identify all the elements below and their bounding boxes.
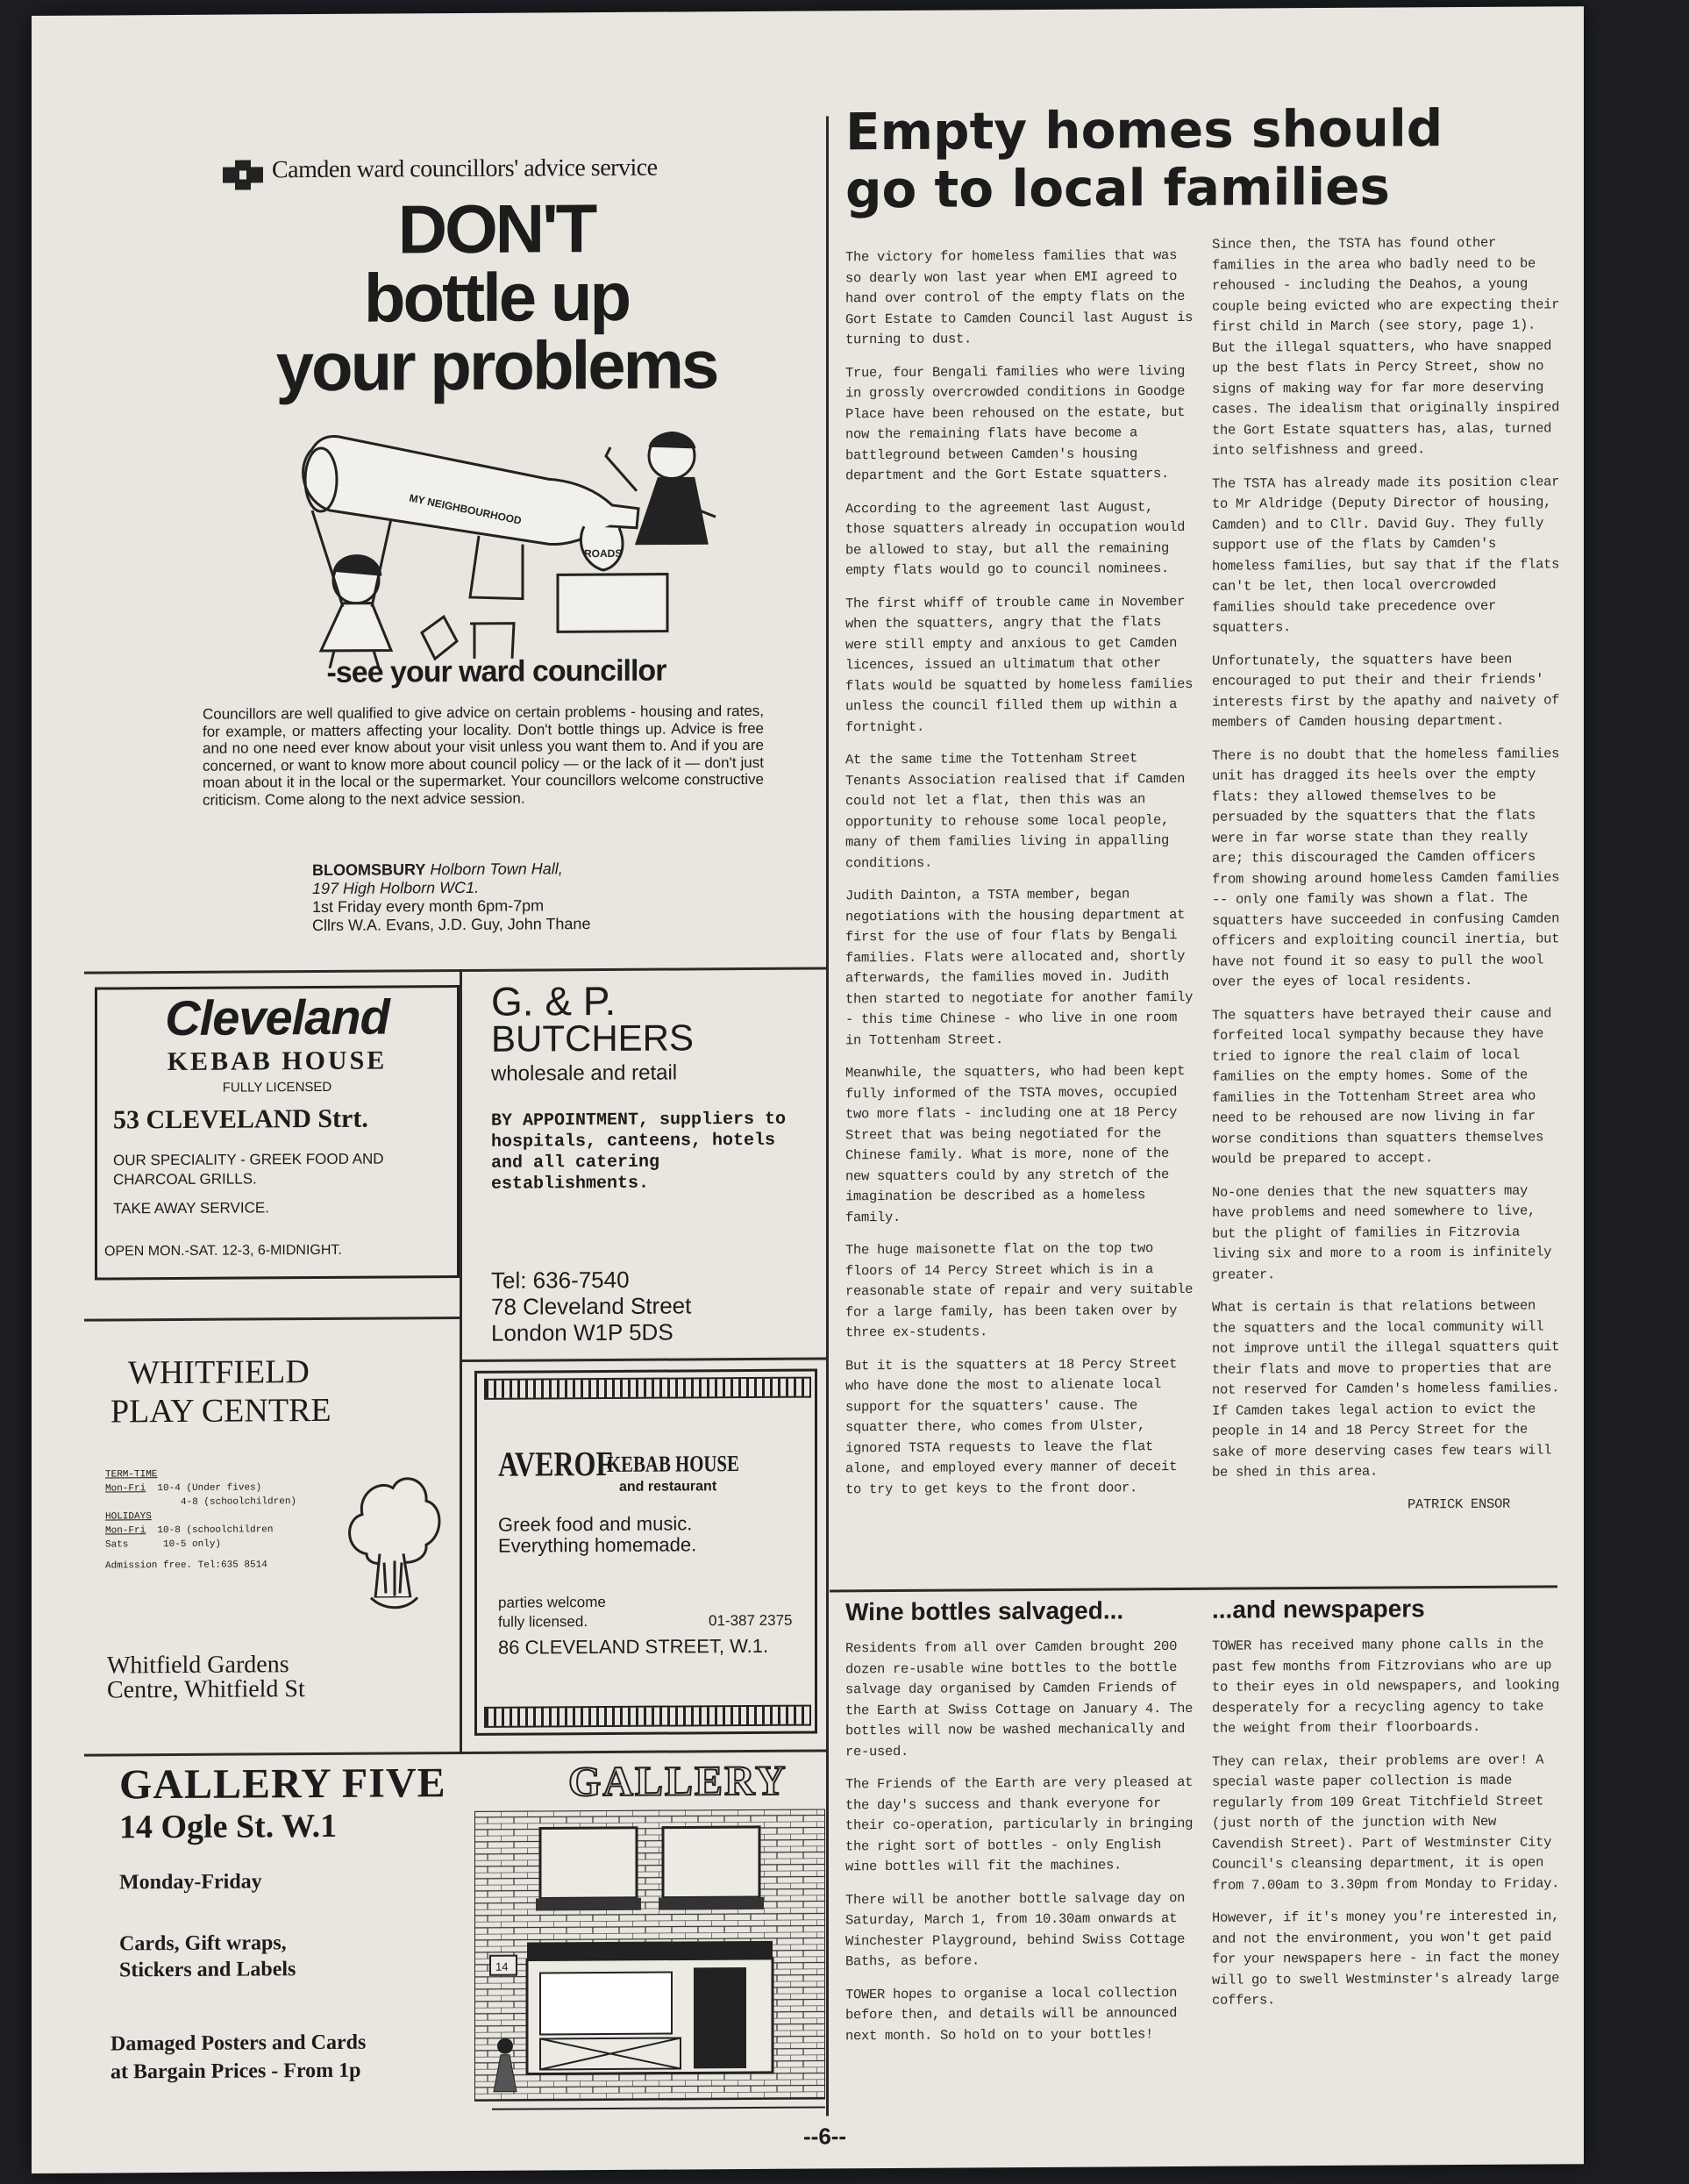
article-paragraph: But it is the squatters at 18 Percy Street who have done the most to alienate local support for the squatters' cause. The squatter there, who comes from Ulster, ignored TSTA requests to leave the flat alone, and employed every manner of deceit to try to get keys to the front door. [845, 1355, 1178, 1497]
ads-bottom-rule [84, 1749, 826, 1756]
article-paragraph: The squatters have betrayed their cause and forfeited local sympathy because they have tried to ignore the real claim of local families on the empty homes. Some of the families in the Tottenham Street area who need to be rehoused are now living in far worse conditions than squatters themselves would be prepared to accept. [1212, 1004, 1552, 1167]
article-paragraph: The TSTA has already made its position clear to Mr Aldridge (Deputy Director of housing, Camden) and to Cllr. David Guy. They fully support use of the flats by Camden's homeless families, but say that if the flats can't be let, then local overcrowded families should take precedence over squatters. [1212, 473, 1560, 636]
advice-service-title: Camden ward councillors' advice service [272, 153, 658, 184]
article-paragraph: The victory for homeless families that was so dearly won last year when EMI agreed to hand over control of the empty flats on the Gort Estate to Camden Council last August is turning to dust. [845, 247, 1194, 348]
newspapers-headline: ...and newspapers [1212, 1595, 1425, 1624]
main-article [845, 85, 1564, 1589]
gallery-five-advert [84, 1756, 826, 2129]
averof-name: AVEROF [498, 1443, 613, 1484]
article-byline: PATRICK ENSOR [1407, 1495, 1510, 1512]
headline-your-problems: your problems [275, 325, 717, 406]
page-number: --6-- [803, 2123, 847, 2150]
cleveland-speciality: OUR SPECIALITY - GREEK FOOD AND CHARCOAL GRILLS. [113, 1150, 384, 1188]
whitfield-title-1: WHITFIELD [128, 1353, 310, 1392]
article-paragraph: No-one denies that the new squatters may have problems and need somewhere to live, but the plight of families in Fitzrovia living six and more to a room is infinitely greater. [1212, 1182, 1552, 1283]
article-paragraph: At the same time the Tottenham Street Tenants Association realised that if Camden could not let a flat, then this was an opportunity to rehouse some local people, many of them families living in appalling conditions. [845, 750, 1186, 871]
council-tagline: -see your ward councillor [326, 653, 666, 689]
wine-paragraph: Residents from all over Camden brought 200 dozen re-usable wine bottles to the bottle salvage day organised by Camden Friends of the Earth at Swiss Cottage on January 4. The bottles will now be washed mechanically and re-used. [845, 1638, 1194, 1759]
article-paragraph: Judith Dainton, a TSTA member, began negotiations with the housing department at first for the use of four flats by Bengali families. Flats were allocated and, shortly afterwards, the families moved in. Judith then started to negotiate for another family - this time Chinese - who live in one room in Tottenham Street. [845, 886, 1194, 1048]
shop-number: 14 [495, 1959, 509, 1973]
hol-sat: Sats [105, 1539, 129, 1551]
whitfield-advert [93, 1325, 453, 1740]
wine-headline: Wine bottles salvaged... [845, 1596, 1124, 1626]
bottle-label: MY NEIGHBOURHOOD [408, 491, 523, 527]
session-venue: Holborn Town Hall, [430, 860, 563, 879]
gallery-title: GALLERY FIVE [119, 1759, 446, 1809]
whitfield-title-2: PLAY CENTRE [110, 1391, 331, 1431]
ads-row-rule-left [84, 1317, 460, 1322]
article-paragraph: According to the agreement last August, those squatters already in occupation would be allowed to stay, but all the remaining empty flats would go to council nominees. [845, 498, 1186, 579]
butchers-street: 78 Cleveland Street [491, 1292, 692, 1320]
shopfront-illustration [474, 1809, 825, 2117]
cleveland-takeaway: TAKE AWAY SERVICE. [113, 1199, 269, 1217]
wine-paragraph: TOWER hopes to organise a local collection before then, and details will be announced next month. So hold on to your bottles! [845, 1984, 1178, 2044]
cleveland-sub: KEBAB HOUSE [167, 1046, 388, 1077]
averof-sub2: and restaurant [619, 1479, 717, 1495]
headline-bottle-up: bottle up [363, 257, 630, 337]
wine-paragraph: The Friends of the Earth are very pleased at the day's success and thank everyone for their co-operation, particularly in bringing the right sort of bottles - only English wine bottles will fit the machines. [845, 1774, 1194, 1875]
cleveland-address: 53 CLEVELAND Strt. [113, 1103, 368, 1135]
tree-icon [340, 1466, 445, 1616]
session-place: BLOOMSBURY [312, 860, 426, 880]
term-days: Mon-Fri [105, 1483, 146, 1495]
council-advert [189, 134, 803, 945]
article-paragraph: True, four Bengali families who were living in grossly overcrowded conditions in Goodge Place have been rehoused on the estate, but now the remaining flats have become a battleground between Camden's housing department and the Gort Estate squatters. [845, 362, 1186, 484]
article-paragraph: What is certain is that relations between the squatters and the local community will not improve until the illegal squatters quit their flats and move to properties that are not reserved for Camden's homeless families. If Camden takes legal action to evict the people in 14 and 18 Percy Street for the sake of more deserving cases few tears will be shed in this area. [1212, 1297, 1560, 1481]
butchers-trade: BUTCHERS [491, 1017, 695, 1060]
averof-line-1: Greek food and music. [498, 1512, 693, 1536]
whitfield-hours [105, 1467, 316, 1573]
newspapers-paragraph: TOWER has received many phone calls in the past few months from Fitzrovians who are up to their eyes in old newspapers, and looking desperately for a recycling agency to take the weight from their floorboards. [1212, 1636, 1560, 1737]
whitfield-footer-2: Centre, Whitfield St [107, 1675, 305, 1704]
ads-top-rule [84, 967, 826, 974]
column-divider [826, 116, 829, 2116]
article-paragraph: Meanwhile, the squatters, who had been kept fully informed of the TSTA moves, occupied two more flats - including one at 18 Percy Street that was being negotiated for the Chinese family. What is more, none of the new squatters could by any stretch of the imagination be described as a homeless family. [845, 1062, 1186, 1225]
butchers-body: BY APPOINTMENT, suppliers to hospitals, canteens, hotels and all catering establishments. [491, 1109, 787, 1195]
article-paragraph: Since then, the TSTA has found other families in the area who badly need to be rehoused - including the Deahos, a young couple being evicted who are expecting their first child in March (see story, page 1). But the illegal squatters, who have snapped up the best flats in Percy Street, show no signs of making way for far more deserving cases. The idealism that originally inspired the Gort Estate squatters has, alas, turned into selfishness and greed. [1212, 234, 1560, 459]
averof-phone: 01-387 2375 [709, 1611, 793, 1630]
gallery-offer-1: Damaged Posters and Cards [110, 2031, 367, 2056]
greek-key-bottom [484, 1705, 811, 1728]
article-column-2 [1212, 232, 1563, 1516]
butchers-city: London W1P 5DS [491, 1318, 673, 1346]
camden-logo-icon [223, 160, 263, 189]
article-headline-1: Empty homes should [845, 98, 1443, 162]
bottle-cartoon-illustration [260, 394, 751, 668]
butchers-tel: Tel: 636-7540 [491, 1266, 630, 1294]
term-label: TERM-TIME [105, 1469, 158, 1481]
ads-row-rule-right [461, 1357, 826, 1362]
article-paragraph: There is no doubt that the homeless families unit has dragged its heels over the empty flats: they allowed themselves to be persuaded by the squatters that the flats were in far worse state than they really are; this discouraged the Camden officers from showing around homeless Camden families -- only one family was shown a flat. The squatters have succeeded in confusing Camden officers and exploiting council inertia, but have not found it so easy to pull the wool over the eyes of local residents. [1212, 745, 1560, 990]
cleveland-licensed: FULLY LICENSED [222, 1079, 332, 1096]
session-address: 197 High Holborn WC1. [312, 878, 480, 898]
butchers-sub: wholesale and retail [491, 1060, 678, 1086]
wine-article [845, 1596, 1196, 2116]
session-times: 1st Friday every month 6pm-7pm [312, 896, 545, 917]
gallery-title-outline: GALLERY [568, 1757, 787, 1806]
article-column-1 [845, 246, 1196, 1512]
hol-hours-1: 10-8 (schoolchildren [157, 1524, 274, 1537]
article-headline-2: go to local families [845, 156, 1390, 220]
term-hours-1: 10-4 (Under fives) [157, 1482, 262, 1495]
gallery-items-1: Cards, Gift wraps, [119, 1931, 287, 1956]
cleveland-kebab-advert [95, 985, 460, 1281]
gallery-offer-2: at Bargain Prices - From 1p [110, 2059, 361, 2084]
averof-address: 86 CLEVELAND STREET, W.1. [498, 1634, 769, 1659]
newspapers-paragraph: They can relax, their problems are over! A special waste paper collection is made regularly from 109 Great Titchfield Street (just north of the junction with New Cavendish Street). Part of Westminster City Council's cleansing department, it is open from 7.00am to 3.30pm from Monday to Friday. [1212, 1751, 1560, 1894]
article-paragraph: The first whiff of trouble came in November when the squatters, angry that the flats were still empty and anxious to get Camden licences, issued an ultimatum that other flats would be squatted by homeless families unless the council filled them up within a fortnight. [845, 593, 1194, 735]
butchers-advert [479, 976, 821, 1355]
newspaper-page [32, 6, 1584, 2173]
session-councillors: Cllrs W.A. Evans, J.D. Guy, John Thane [312, 915, 591, 935]
averof-sub: KEBAB HOUSE [607, 1451, 739, 1477]
wine-paragraph: There will be another bottle salvage day on Saturday, March 1, from 10.30am onwards at Winchester Playground, behind Swiss Cottage Baths, as before. [845, 1889, 1186, 1970]
wine-body [845, 1637, 1196, 2046]
gallery-days: Monday-Friday [119, 1870, 262, 1895]
can-label: ROADS [584, 546, 623, 560]
newspapers-article [1212, 1594, 1563, 2122]
cleveland-hours: OPEN MON.-SAT. 12-3, 6-MIDNIGHT. [104, 1242, 342, 1260]
hol-days: Mon-Fri [105, 1525, 146, 1537]
whitfield-admission: Admission free. Tel:635 8514 [105, 1559, 267, 1572]
averof-line-2: Everything homemade. [498, 1533, 697, 1557]
article-paragraph: Unfortunately, the squatters have been encouraged to put their and their friends' interests first by the apathy and naivety of members of Camden housing department. [1212, 651, 1560, 731]
cleveland-name: Cleveland [165, 989, 389, 1046]
greek-key-top [484, 1377, 811, 1400]
newspapers-body [1212, 1634, 1563, 2011]
hol-label: HOLIDAYS [105, 1511, 152, 1523]
whitfield-footer-1: Whitfield Gardens [107, 1651, 289, 1680]
averof-advert [474, 1369, 817, 1736]
averof-licensed: fully licensed. [498, 1613, 588, 1631]
gallery-address: 14 Ogle St. W.1 [119, 1807, 338, 1846]
hol-hours-2: 10-5 only) [163, 1538, 222, 1551]
gallery-items-2: Stickers and Labels [119, 1958, 296, 1982]
council-body: Councillors are well qualified to give advice on certain problems - housing and rates, for example, or matters affecting your locality. Don't bottle things up. Advice is free and no one need ever know about your visit unless you want them to. And if you are concerned, or want to know more about council policy — or the lack of it — don't just moan about it in the local or the supermarket. Your councillors welcome constructive criticism. Come along to the next advice session. [203, 702, 764, 809]
headline-dont: DON'T [397, 189, 595, 268]
term-hours-2: 4-8 (schoolchildren) [181, 1496, 297, 1508]
article-paragraph: The huge maisonette flat on the top two floors of 14 Percy Street which is in a reasonable state of repair and very suitable for a large family, has been taken over by three ex-students. [845, 1240, 1194, 1341]
newspapers-paragraph: However, if it's money you're interested in, and not the environment, you won't get paid for your newspapers here - in fact the money will go to swell Westminster's already large coffers. [1212, 1908, 1560, 2009]
averof-parties: parties welcome [498, 1593, 606, 1611]
council-session [312, 859, 733, 935]
butchers-name: G. & P. [491, 977, 616, 1024]
